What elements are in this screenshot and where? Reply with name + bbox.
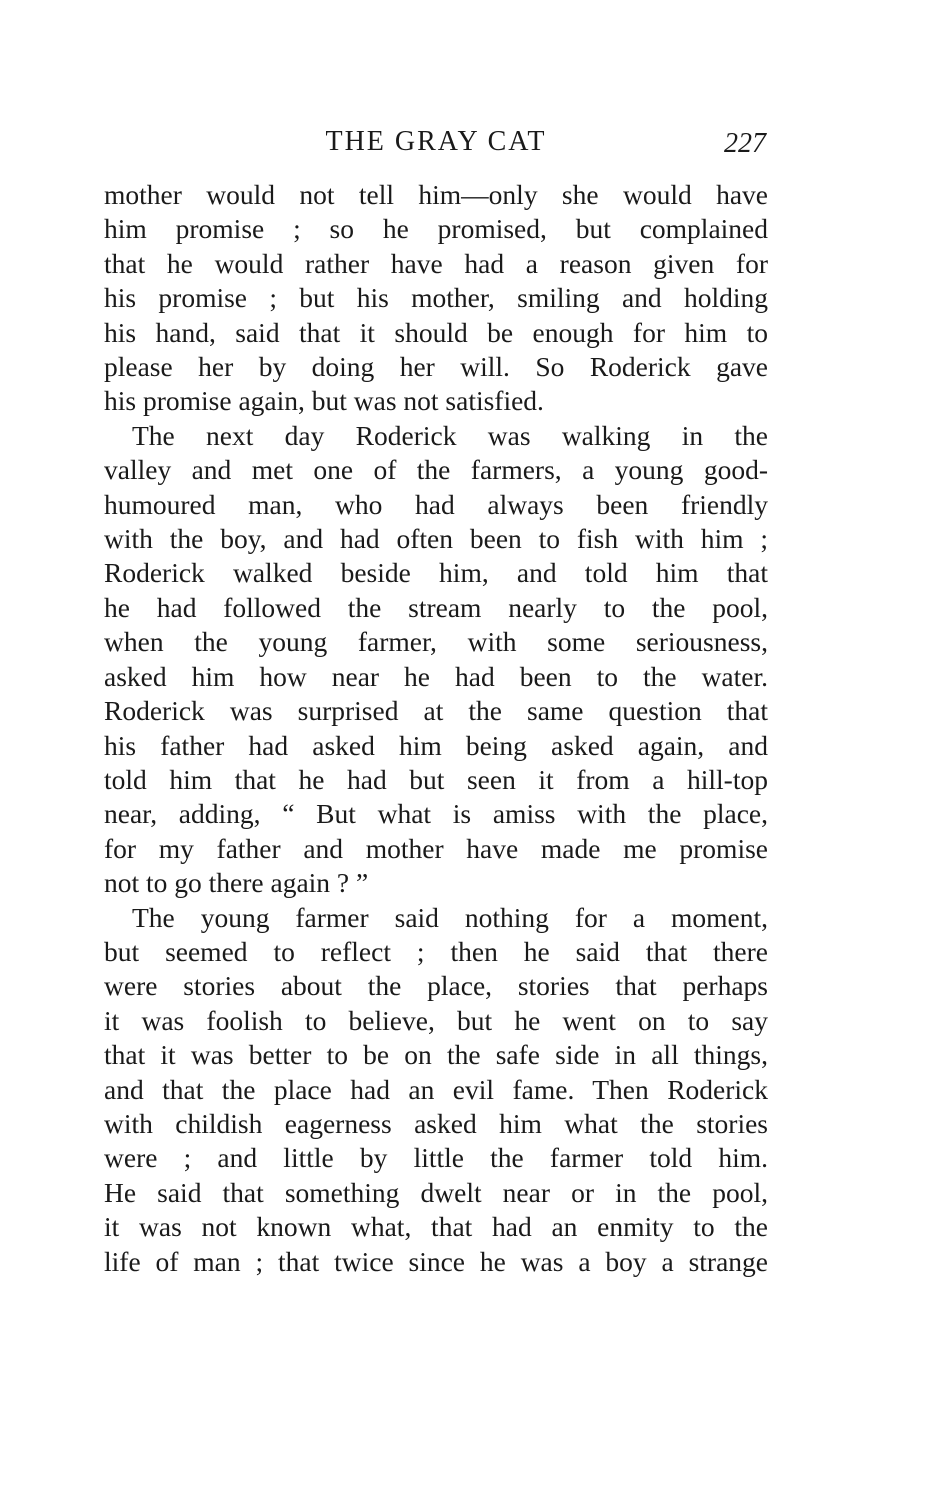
text-line: with childish eagerness asked him what the stories: [104, 1107, 768, 1139]
text-line: his promise again, but was not satisfied.: [104, 385, 544, 417]
text-line: asked him how near he had been to the water.: [104, 660, 768, 692]
body-text: [104, 178, 768, 1279]
text-line: that it was better to be on the safe side in all things,: [104, 1039, 768, 1071]
text-line: life of man ; that twice since he was a boy a strange: [104, 1245, 768, 1277]
page-number: 227: [724, 128, 766, 159]
text-line: told him that he had but seen it from a hill-top: [104, 763, 768, 795]
text-line: Roderick was surprised at the same question that: [104, 695, 768, 727]
text-line: that he would rather have had a reason given for: [104, 247, 768, 279]
text-line: when the young farmer, with some seriousness,: [104, 626, 768, 658]
text-line: it was not known what, that had an enmity to the: [104, 1211, 768, 1243]
text-line: He said that something dwelt near or in the pool,: [104, 1176, 768, 1208]
text-line: but seemed to reflect ; then he said that there: [104, 935, 768, 967]
text-line: The young farmer said nothing for a moment,: [132, 901, 768, 933]
text-line: please her by doing her will. So Roderick gave: [104, 351, 768, 383]
text-line: it was foolish to believe, but he went on to say: [104, 1004, 768, 1036]
text-line: with the boy, and had often been to fish with him ;: [104, 523, 768, 555]
text-line: for my father and mother have made me promise: [104, 832, 768, 864]
text-line: The next day Roderick was walking in the: [132, 419, 768, 451]
text-line: mother would not tell him—only she would have: [104, 179, 768, 210]
running-title: THE GRAY CAT: [325, 126, 547, 157]
text-line: his hand, said that it should be enough for him to: [104, 316, 768, 348]
running-head: [104, 122, 768, 162]
text-line: humoured man, who had always been friendly: [104, 488, 768, 520]
paragraph-2: [104, 419, 768, 901]
text-line: him promise ; so he promised, but complained: [104, 213, 768, 245]
text-line: were ; and little by little the farmer told him.: [104, 1142, 768, 1174]
text-line: his father had asked him being asked again, and: [104, 729, 768, 761]
text-line: not to go there again ? ”: [104, 867, 369, 899]
text-line: his promise ; but his mother, smiling and holding: [104, 282, 768, 314]
text-line: Roderick walked beside him, and told him that: [104, 557, 768, 589]
text-line: near, adding, “ But what is amiss with the place,: [104, 798, 768, 830]
paragraph-1: [104, 178, 768, 419]
paragraph-3: [104, 901, 768, 1279]
text-line: and that the place had an evil fame. Then Roderick: [104, 1073, 768, 1105]
text-line: he had followed the stream nearly to the pool,: [104, 591, 768, 623]
text-line: valley and met one of the farmers, a young good-: [104, 454, 768, 486]
text-line: were stories about the place, stories that perhaps: [104, 970, 768, 1002]
